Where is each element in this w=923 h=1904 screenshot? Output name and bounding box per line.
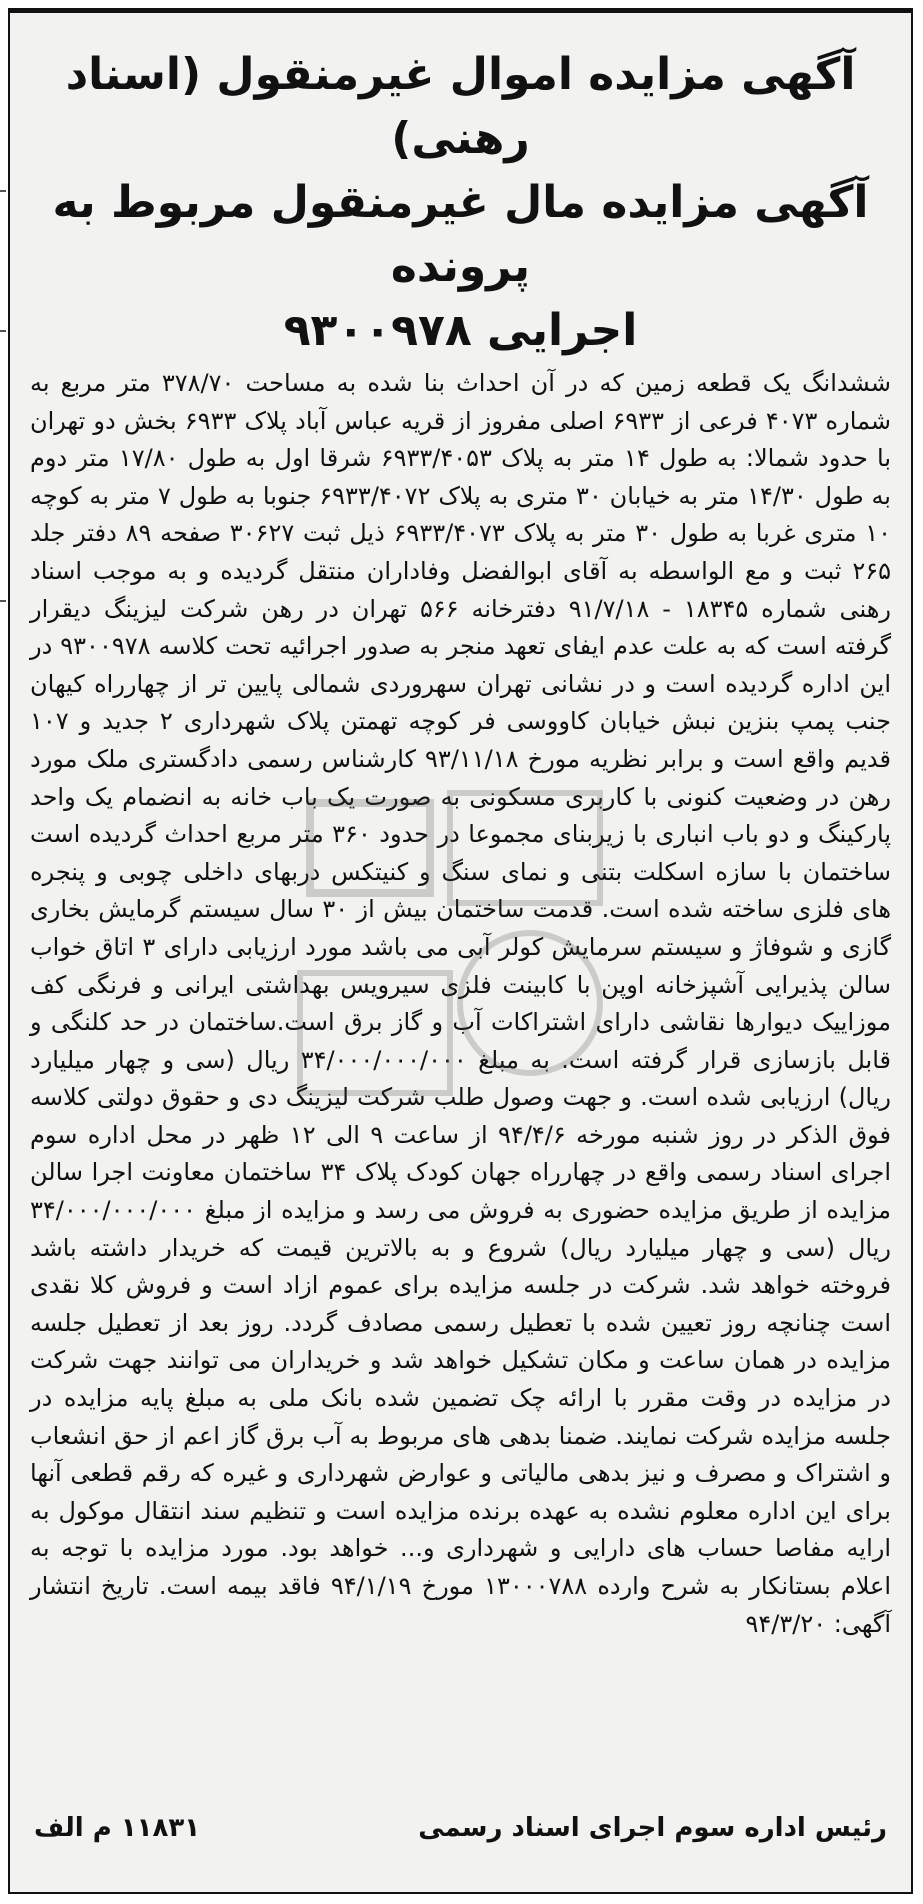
notice-case-number: اجرایی ۹۳۰۰۹۷۸ <box>283 305 638 356</box>
edge-mark <box>0 600 6 602</box>
footer <box>34 1804 887 1852</box>
reference-code: ۱۱۸۳۱ م الف <box>34 1813 201 1843</box>
title-block <box>10 13 911 363</box>
notice-subtitle: آگهی مزایده مال غیرمنقول مربوط به پرونده <box>52 177 869 292</box>
notice-body <box>10 363 911 1643</box>
signature: رئیس اداره سوم اجرای اسناد رسمی <box>418 1813 887 1843</box>
newspaper-clipping <box>8 8 913 1894</box>
edge-mark <box>0 330 6 332</box>
notice-body-text: ششدانگ یک قطعه زمین که در آن احداث بنا شده به مساحت ۳۷۸/۷۰ متر مربع به شماره ۴۰۷۳ فرعی از ۶۹۳۳ اصلی مفروز از قریه عباس آباد پلاک ۶۹۳۳ بخش دو تهران با حدود شمالا: به طول ۱۴ متر به پلاک ۶۹۳۳/۴۰۵۳ شرقا اول به طول ۱۷/۸۰ متر دوم به طول ۱۴/۳۰ متر به خیابان ۳۰ متری به پلاک ۶۹۳۳/۴۰۷۲ جنوبا به طول ۷ متر به کوچه ۱۰ متری غربا به طول ۳۰ متر به پلاک ۶۹۳۳/۴۰۷۳ ذیل ثبت ۳۰۶۲۷ صفحه ۸۹ دفتر جلد ۲۶۵ ثبت و مع الواسطه به آقای ابوالفضل وفاداران منتقل گردیده و به موجب اسناد رهنی شماره ۱۸۳۴۵ - ۹۱/۷/۱۸ دفترخانه ۵۶۶ تهران در رهن شرکت لیزینگ دیقرار گرفته است که به علت عدم ایفای تعهد منجر به صدور اجرائیه تحت کلاسه ۹۳۰۰۹۷۸ در این اداره گردیده است و در نشانی تهران سهروردی شمالی پایین تر از چهارراه کیهان جنب پمپ بنزین نبش خیابان کاووسی فر کوچه تهمتن پلاک شهرداری ۲ جدید و ۱۰۷ قدیم واقع است و برابر نظریه مورخ ۹۳/۱۱/۱۸ کارشناس رسمی دادگستری ملک مورد رهن در وضعیت کنونی با کاربری مسکونی به صورت یک باب خانه به انضمام یک واحد پارکینگ و دو باب انباری با زیربنای مجموعا در حدود ۳۶۰ متر مربع احداث گردیده است ساختمان با سازه اسکلت بتنی و نمای سنگ و کنیتکس دربهای داخلی چوبی و پنجره های فلزی ساخته شده است. قدمت ساختمان بیش از ۳۰ سال سیستم گرمایش بخاری گازی و شوفاژ و سیستم سرمایش کولر آبی می باشد مورد ارزیابی دارای ۳ اتاق خواب سالن پذیرایی آشپزخانه اوپن با کابینت فلزی سیرویس بهداشتی ایرانی و فرنگی کف موزاییک دیوارها نقاشی دارای اشتراکات آب و گاز برق است.ساختمان در حد کلنگی و قابل بازسازی قرار گرفته است. به مبلغ ۳۴/۰۰۰/۰۰۰/۰۰۰ ریال (سی و چهار میلیارد ریال) ارزیابی شده است. و جهت وصول طلب شرکت لیزینگ دی و حقوق دولتی کلاسه فوق الذکر در روز شنبه مورخه ۹۴/۴/۶ از ساعت ۹ الی ۱۲ ظهر در محل اداره سوم اجرای اسناد رسمی واقع در چهارراه جهان کودک پلاک ۳۴ ساختمان معاونت اجرا سالن مزایده از طریق مزایده حضوری به فروش می رسد و مزایده از مبلغ ۳۴/۰۰۰/۰۰۰/۰۰۰ ریال (سی و چهار میلیارد ریال) شروع و به بالاترین قیمت که خریدار داشته باشد فروخته خواهد شد. شرکت در جلسه مزایده برای عموم ازاد است و فروش کلا نقدی است چنانچه روز تعیین شده با تعطیل رسمی مصادف گردد. روز بعد از تعطیل جلسه مزایده در همان ساعت و مکان تشکیل خواهد شد و خریداران می توانند جهت شرکت در مزایده در وقت مقرر با ارائه چک تضمین شده بانک ملی به مبلغ پایه مزایده در جلسه مزایده شرکت نمایند. ضمنا بدهی های مربوط به آب برق گاز اعم از حق انشعاب و اشتراک و مصرف و نیز بدهی مالیاتی و عوارض شهرداری و غیره که رقم قطعی آنها برای این اداره معلوم نشده به عهده برنده مزایده است و تنظیم سند انتقال موکول به ارایه مفاصا حساب های دارایی و شهرداری و... خواهد بود. مورد مزایده با توجه به اعلام بستانکار به شرح وارده ۱۳۰۰۰۷۸۸ مورخ ۹۴/۱/۱۹ فاقد بیمه است. تاریخ انتشار آگهی: ۹۴/۳/۲۰ <box>30 369 892 1638</box>
edge-mark <box>0 190 6 192</box>
notice-title: آگهی مزایده اموال غیرمنقول (اسناد رهنی) <box>65 49 856 164</box>
